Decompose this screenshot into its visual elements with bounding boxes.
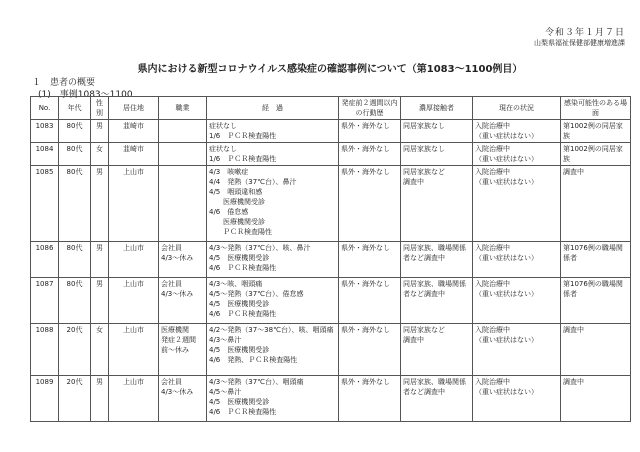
case-age: 20代 bbox=[59, 324, 91, 376]
case-source: 調査中 bbox=[561, 166, 631, 242]
report-date: 令和３年１月７日 bbox=[544, 28, 625, 38]
case-course: 4/2～発熱（37～38℃台）、咳、咽頭痛 4/3～鼻汁 4/5 医療機関受診 4/6 発熱、ＰＣＲ検査陽性 bbox=[207, 324, 339, 376]
col-header-age: 年代 bbox=[59, 97, 91, 120]
case-residence: 上山市 bbox=[109, 376, 159, 422]
case-contacts: 同居家族など 調査中 bbox=[401, 166, 473, 242]
table-row bbox=[31, 376, 631, 422]
case-age: 80代 bbox=[59, 143, 91, 166]
case-no: 1087 bbox=[31, 278, 59, 324]
case-status: 入院治療中 （重い症状はない） bbox=[473, 376, 561, 422]
case-travel: 県外・海外なし bbox=[339, 120, 401, 143]
case-status: 入院治療中 （重い症状はない） bbox=[473, 166, 561, 242]
case-age: 80代 bbox=[59, 120, 91, 143]
case-sex: 男 bbox=[91, 120, 109, 143]
col-header-residence: 居住地 bbox=[109, 97, 159, 120]
col-header-status: 現在の状況 bbox=[473, 97, 561, 120]
case-travel: 県外・海外なし bbox=[339, 376, 401, 422]
case-no: 1084 bbox=[31, 143, 59, 166]
case-course: 4/3 咳嗽症 4/4 発熱（37℃台）、鼻汁 4/5 咽頭違和感 医療機関受診 4/6 倦怠感 医療機関受診 ＰＣＲ検査陽性 bbox=[207, 166, 339, 242]
col-header-travel: 発症前２週間以内の行動歴 bbox=[339, 97, 401, 120]
case-age: 20代 bbox=[59, 376, 91, 422]
case-travel: 県外・海外なし bbox=[339, 324, 401, 376]
case-no: 1085 bbox=[31, 166, 59, 242]
table-row bbox=[31, 324, 631, 376]
col-header-source: 感染可能性のある場面 bbox=[561, 97, 631, 120]
case-course: 4/3～咳、咽頭痛 4/5～発熱（37℃台）、倦怠感 4/5 医療機関受診 4/6 ＰＣＲ検査陽性 bbox=[207, 278, 339, 324]
table-row bbox=[31, 166, 631, 242]
case-no: 1086 bbox=[31, 242, 59, 278]
case-contacts: 同居家族なし bbox=[401, 120, 473, 143]
case-age: 80代 bbox=[59, 166, 91, 242]
case-occupation: 医療機関 発症２週間 前～休み bbox=[159, 324, 207, 376]
case-travel: 県外・海外なし bbox=[339, 143, 401, 166]
case-status: 入院治療中 （重い症状はない） bbox=[473, 242, 561, 278]
case-table bbox=[30, 96, 631, 422]
case-status: 入院治療中 （重い症状はない） bbox=[473, 120, 561, 143]
case-course: 4/3～発熱（37℃台）、咳、鼻汁 4/5 医療機関受診 4/6 ＰＣＲ検査陽性 bbox=[207, 242, 339, 278]
case-source: 第1076例の職場関係者 bbox=[561, 278, 631, 324]
case-sex: 男 bbox=[91, 242, 109, 278]
case-no: 1083 bbox=[31, 120, 59, 143]
case-sex: 男 bbox=[91, 278, 109, 324]
case-status: 入院治療中 （重い症状はない） bbox=[473, 143, 561, 166]
table-header-row bbox=[31, 97, 631, 120]
section-heading: １ 患者の概要 bbox=[32, 78, 96, 88]
case-status: 入院治療中 （重い症状はない） bbox=[473, 278, 561, 324]
table-row bbox=[31, 143, 631, 166]
document-title: 県内における新型コロナウイルス感染症の確認事例について（第1083～1100例目） bbox=[137, 64, 523, 75]
case-contacts: 同居家族、職場関係者など調査中 bbox=[401, 242, 473, 278]
case-no: 1089 bbox=[31, 376, 59, 422]
case-course: 症状なし 1/6 ＰＣＲ検査陽性 bbox=[207, 143, 339, 166]
case-residence: 韮崎市 bbox=[109, 120, 159, 143]
case-source: 第1076例の職場関係者 bbox=[561, 242, 631, 278]
case-source: 調査中 bbox=[561, 376, 631, 422]
case-no: 1088 bbox=[31, 324, 59, 376]
case-source: 調査中 bbox=[561, 324, 631, 376]
case-residence: 上山市 bbox=[109, 242, 159, 278]
case-occupation: 会社員 4/3～休み bbox=[159, 278, 207, 324]
case-age: 80代 bbox=[59, 242, 91, 278]
case-residence: 上山市 bbox=[109, 324, 159, 376]
table-row bbox=[31, 242, 631, 278]
case-residence: 上山市 bbox=[109, 166, 159, 242]
case-travel: 県外・海外なし bbox=[339, 278, 401, 324]
case-residence: 韮崎市 bbox=[109, 143, 159, 166]
col-header-contacts: 濃厚接触者 bbox=[401, 97, 473, 120]
case-sex: 男 bbox=[91, 376, 109, 422]
table-row bbox=[31, 278, 631, 324]
case-sex: 女 bbox=[91, 143, 109, 166]
case-contacts: 同居家族など 調査中 bbox=[401, 324, 473, 376]
col-header-no: No. bbox=[31, 97, 59, 120]
case-occupation: 会社員 4/3～休み bbox=[159, 376, 207, 422]
case-status: 入院治療中 （重い症状はない） bbox=[473, 324, 561, 376]
case-course: 症状なし 1/6 ＰＣＲ検査陽性 bbox=[207, 120, 339, 143]
case-occupation: 会社員 4/3～休み bbox=[159, 242, 207, 278]
case-contacts: 同居家族、職場関係者など調査中 bbox=[401, 376, 473, 422]
subsection-heading: (1) 事例1083～1100 bbox=[38, 90, 133, 100]
case-occupation bbox=[159, 143, 207, 166]
case-travel: 県外・海外なし bbox=[339, 166, 401, 242]
case-age: 80代 bbox=[59, 278, 91, 324]
col-header-course: 経 過 bbox=[207, 97, 339, 120]
issuing-office: 山梨県福祉保健部健康増進課 bbox=[534, 39, 625, 47]
case-sex: 男 bbox=[91, 166, 109, 242]
case-occupation bbox=[159, 166, 207, 242]
case-course: 4/3～発熱（37℃台）、咽頭痛 4/5～鼻汁 4/5 医療機関受診 4/6 ＰＣＲ検査陽性 bbox=[207, 376, 339, 422]
case-residence: 上山市 bbox=[109, 278, 159, 324]
col-header-sex: 性別 bbox=[91, 97, 109, 120]
case-sex: 女 bbox=[91, 324, 109, 376]
case-occupation bbox=[159, 120, 207, 143]
table-row bbox=[31, 120, 631, 143]
case-contacts: 同居家族、職場関係者など調査中 bbox=[401, 278, 473, 324]
col-header-occupation: 職業 bbox=[159, 97, 207, 120]
case-source: 第1002例の同居家族 bbox=[561, 143, 631, 166]
case-contacts: 同居家族なし bbox=[401, 143, 473, 166]
case-source: 第1002例の同居家族 bbox=[561, 120, 631, 143]
case-travel: 県外・海外なし bbox=[339, 242, 401, 278]
